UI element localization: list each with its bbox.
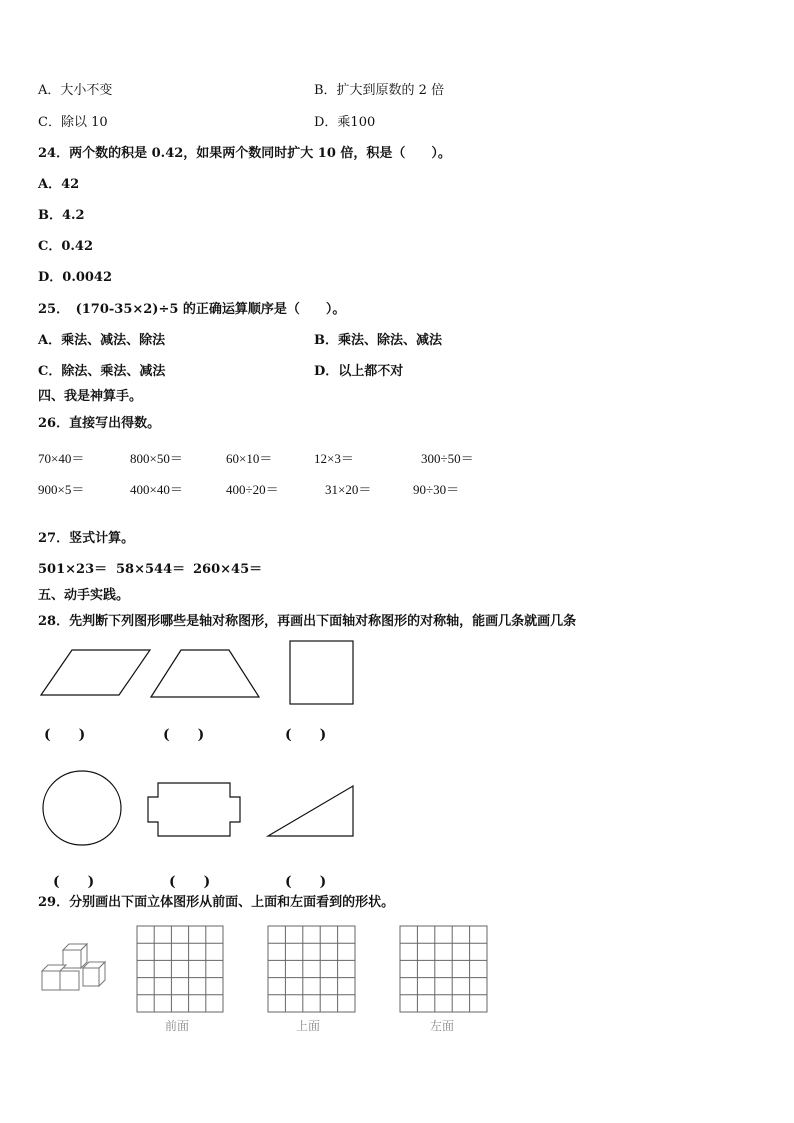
q24-option-b: B．4.2 <box>38 208 85 223</box>
grid-label-top: 上面 <box>296 1019 321 1033</box>
calc-item: 60×10＝ <box>226 451 273 466</box>
vertical-calc-item: 260×45＝ <box>193 562 263 577</box>
calc-item: 12×3＝ <box>314 451 354 466</box>
vertical-calc-item: 501×23＝ <box>38 562 108 577</box>
cube-stack-figure <box>42 944 105 990</box>
calc-item: 70×40＝ <box>38 451 85 466</box>
q25-option-d: D．以上都不对 <box>314 364 404 379</box>
section-4-heading: 四、我是神算手。 <box>38 389 143 404</box>
q23-option-c: C．除以 10 <box>38 115 108 130</box>
right-triangle-shape <box>268 786 353 836</box>
answer-blank[interactable]: ( ) <box>53 874 95 890</box>
calc-item: 31×20＝ <box>325 482 372 497</box>
grid-label-front: 前面 <box>165 1019 190 1033</box>
answer-blank[interactable]: ( ) <box>44 727 86 743</box>
q24-option-a: A．42 <box>38 177 80 192</box>
q23-option-b: B．扩大到原数的 2 倍 <box>314 83 445 98</box>
answer-blank[interactable]: ( ) <box>285 727 327 743</box>
q23-option-d: D．乘100 <box>314 115 376 130</box>
q28-stem: 28．先判断下列图形哪些是轴对称图形，再画出下面轴对称图形的对称轴，能画几条就画几条 <box>38 614 577 629</box>
q25-stem: 25． (170-35×2)÷5 的正确运算顺序是（ ）。 <box>38 302 346 317</box>
calc-item: 900×5＝ <box>38 482 85 497</box>
calc-item: 800×50＝ <box>130 451 183 466</box>
q26-stem: 26．直接写出得数。 <box>38 416 161 431</box>
q25-option-a: A．乘法、减法、除法 <box>38 333 166 348</box>
square-shape <box>290 641 353 704</box>
q27-stem: 27．竖式计算。 <box>38 531 135 546</box>
notched-rectangle-shape <box>148 783 240 836</box>
q24-stem: 24．两个数的积是 0.42，如果两个数同时扩大 10 倍，积是（ ）。 <box>38 146 451 161</box>
vertical-calc-item: 58×544＝ <box>116 562 186 577</box>
answer-blank[interactable]: ( ) <box>285 874 327 890</box>
q23-option-a: A．大小不变 <box>38 83 113 98</box>
trapezoid-shape <box>151 650 259 697</box>
calc-item: 90÷30＝ <box>413 482 460 497</box>
grid-label-left: 左面 <box>430 1019 455 1033</box>
q24-option-c: C．0.42 <box>38 239 94 254</box>
calc-item: 400×40＝ <box>130 482 183 497</box>
q29-stem: 29．分别画出下面立体图形从前面、上面和左面看到的形状。 <box>38 895 395 910</box>
q24-option-d: D．0.0042 <box>38 270 113 285</box>
parallelogram-shape <box>41 650 150 695</box>
calc-item: 300÷50＝ <box>421 451 474 466</box>
grid-top <box>268 926 355 1012</box>
circle-shape <box>43 771 121 845</box>
answer-blank[interactable]: ( ) <box>169 874 211 890</box>
calc-item: 400÷20＝ <box>226 482 279 497</box>
section-5-heading: 五、动手实践。 <box>38 588 130 603</box>
grid-front <box>137 926 223 1012</box>
q25-option-b: B．乘法、除法、减法 <box>314 333 442 348</box>
answer-blank[interactable]: ( ) <box>163 727 205 743</box>
q25-option-c: C．除法、乘法、减法 <box>38 364 166 379</box>
grid-left <box>400 926 487 1012</box>
